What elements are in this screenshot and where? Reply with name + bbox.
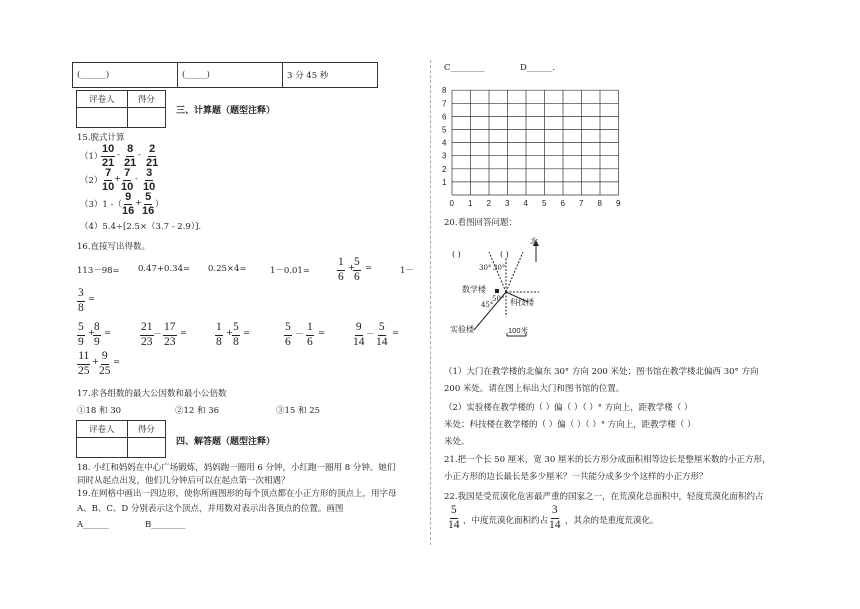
q16-r3-5a: $\frac{9}{14}$	[353, 321, 365, 348]
q15-item4: （4）5.4÷[2.5×（3.7 - 2.9）].	[80, 222, 202, 232]
q17-item2: ②12 和 36	[175, 406, 220, 416]
grid-x-label: 4	[523, 199, 528, 208]
score-box-1	[76, 90, 166, 128]
map-angle-30-left: 30°	[479, 264, 492, 272]
q15-1-frac-c: $\frac{2}{21}$	[146, 143, 159, 169]
grid-x-label: 7	[579, 199, 584, 208]
q15-3-frac-a: $\frac{9}{16}$	[122, 191, 135, 217]
grid-y-label: 3	[442, 151, 447, 161]
page-divider	[430, 60, 431, 545]
q16-title: 16.直接写出得数。	[77, 242, 151, 252]
q15-item2-label: （2）	[80, 176, 103, 186]
q15-3-tail: ）	[155, 200, 164, 210]
q16-r3-3op: +	[226, 328, 234, 338]
q15-1-op2: -	[138, 150, 141, 160]
grid-x-label: 3	[505, 199, 510, 208]
top-cell-3: 3 分 45 秒	[283, 63, 378, 88]
top-table	[72, 62, 378, 88]
q22-line1: 22.我国是受荒漠化危害最严重的国家之一，在荒漠化总面积中，轻度荒漠化面积约占	[444, 492, 764, 502]
q16-r3-1a: $\frac{5}{9}$	[78, 321, 84, 348]
grid-x-label: 0	[449, 199, 454, 208]
score-label-2: 得分	[127, 421, 165, 438]
map-math-building: 数学楼	[462, 285, 486, 294]
q16-r3-3eq: =	[243, 328, 251, 338]
q16-r4-op: +	[92, 357, 100, 367]
q15-2-op1: +	[114, 174, 122, 184]
grid-y-label: 4	[442, 138, 447, 148]
q19-point-b: B________	[145, 520, 186, 530]
q16-r4-eq: =	[113, 357, 121, 367]
q16-r1-op: +	[348, 263, 356, 273]
q20-2-line1: （2）实验楼在教学楼的（ ）偏（ ）（ ）° 方向上，距教学楼（ ）	[444, 403, 693, 413]
q15-2-frac-c: $\frac{3}{10}$	[143, 167, 156, 193]
q16-r1-eq: =	[365, 263, 373, 273]
q15-2-frac-b: $\frac{7}{10}$	[121, 167, 134, 193]
q16-r1-b: 0.47+0.34=	[138, 264, 191, 274]
grid-y-label: 8	[442, 86, 447, 96]
q17-item3: ③15 和 25	[276, 406, 321, 416]
q16-r1-d: 1－0.01=	[270, 266, 310, 276]
map-angle-45: 45°	[481, 301, 494, 309]
q16-r2-eq: =	[88, 294, 96, 304]
reviewer-label: 评卷人	[77, 91, 128, 108]
grid-y-label: 1	[442, 177, 447, 187]
grid-x-label: 9	[616, 199, 621, 208]
map-tech-building: 科技楼	[510, 298, 534, 307]
q16-r3-4a: $\frac{5}{6}$	[285, 321, 291, 348]
top-cell-1: (______)	[73, 63, 178, 88]
q21-line2: 小正方形的边长最长是多少厘米？一共能分成多少个这样的小正方形？	[444, 472, 708, 482]
score-box-2	[76, 420, 166, 458]
section3-title: 三、计算题（题型注释）	[176, 106, 276, 116]
q20-1-line1: （1）大门在教学楼的北偏东 30° 方向 200 米处；图书馆在教学楼北偏西 30° 方向	[444, 367, 759, 377]
teaching-building-mark	[495, 289, 499, 293]
q16-r3-2eq: =	[180, 328, 188, 338]
q15-1-frac-a: $\frac{10}{21}$	[102, 143, 115, 169]
q17-item1: ①18 和 30	[77, 406, 122, 416]
map-north-label: 北	[530, 237, 538, 246]
coordinate-grid[interactable]	[440, 75, 640, 213]
grid-x-label: 8	[597, 199, 602, 208]
map-angle-50: 50°	[492, 295, 505, 303]
q18-line2: 同时从起点出发，他们几分钟后可以在起点第一次相遇？	[77, 476, 290, 486]
q16-r3-1op: +	[88, 328, 96, 338]
point-d: D______.	[520, 63, 556, 73]
q22-frac-moderate: $\frac{3}{14}$	[549, 504, 561, 531]
q16-r3-5eq: =	[392, 328, 400, 338]
reviewer-cell[interactable]	[77, 108, 128, 128]
q17-title: 17.求各组数的最大公因数和最小公倍数	[77, 389, 227, 399]
q19-point-a: A______	[77, 520, 109, 530]
q15-3-op1: +	[135, 198, 143, 208]
q15-1-frac-b: $\frac{8}{21}$	[124, 143, 137, 169]
q16-r1-c: 0.25×4=	[208, 264, 247, 274]
grid-x-label: 6	[560, 199, 565, 208]
map-paren-left: ( )	[452, 250, 461, 259]
q16-r3-4b: $\frac{1}{6}$	[307, 321, 313, 348]
q16-r3-4eq: =	[318, 328, 326, 338]
grid-x-label: 5	[542, 199, 547, 208]
q16-r3-3b: $\frac{5}{8}$	[233, 321, 239, 348]
q16-r3-2b: $\frac{17}{23}$	[164, 321, 176, 348]
q16-r3-1eq: =	[104, 328, 112, 338]
q16-r1-frac-a: $\frac{1}{6}$	[338, 256, 344, 283]
q16-r3-5op: －	[366, 330, 375, 340]
q16-r3-3a: $\frac{1}{8}$	[216, 321, 222, 348]
q16-r4-b: $\frac{9}{25}$	[99, 350, 111, 377]
q16-r4-a: $\frac{11}{25}$	[78, 350, 90, 377]
point-c: C________	[444, 63, 485, 73]
q15-item3-label: （3）1 -（	[80, 200, 122, 210]
q19-line1: 19.在网格中画出一四边形，使你所画图形的每个顶点都在小正方形的顶点上，用字母	[77, 489, 397, 499]
q16-r1-frac-b: $\frac{5}{6}$	[354, 256, 360, 283]
grid-x-label: 1	[468, 199, 473, 208]
q22-mid: ，中度荒漠化面积约占	[463, 516, 549, 526]
grid-x-label: 2	[486, 199, 491, 208]
map-lab-building: 实验楼	[450, 325, 474, 334]
q15-3-frac-b: $\frac{5}{16}$	[142, 191, 155, 217]
q16-r1-a: 113－98=	[77, 266, 120, 276]
reviewer-label-2: 评卷人	[77, 421, 128, 438]
q21-line1: 21.把一个长 50 厘米，宽 30 厘米的长方形分成面积相等边长是整厘米数的小正方形，	[444, 455, 771, 465]
q15-2-op2: -	[135, 174, 138, 184]
q20-2-line3: 米处。	[444, 437, 470, 447]
score-cell[interactable]	[127, 108, 165, 128]
q20-title: 20.看图回答问题：	[444, 218, 518, 228]
score-cell-2[interactable]	[127, 438, 165, 458]
q20-1-line2: 200 米处。请在图上标出大门和图书馆的位置。	[444, 384, 625, 394]
score-label: 得分	[127, 91, 165, 108]
q16-r2-frac: $\frac{3}{8}$	[78, 287, 84, 314]
q16-r1-tail: 1－	[400, 266, 414, 276]
q19-line2: A、B、C、D 分别表示这个顶点，并用数对表示出各顶点的位置。画图	[77, 504, 344, 514]
q15-1-op1: -	[117, 150, 120, 160]
q22-frac-mild: $\frac{5}{14}$	[448, 504, 460, 531]
q16-r3-2a: $\frac{21}{23}$	[141, 321, 153, 348]
q16-r3-2op: －	[153, 330, 162, 340]
grid-y-label: 7	[442, 99, 447, 109]
top-cell-2: (_____)	[178, 63, 283, 88]
map-paren-right: ( )	[500, 250, 509, 259]
q22-tail: ，其余的是重度荒漠化。	[565, 516, 659, 526]
q20-2-line2: 米处；科技楼在教学楼的（ ）偏（ ）（ ）° 方向上，距教学楼（ ）	[444, 420, 696, 430]
q15-title: 15.脱式计算	[77, 133, 125, 143]
reviewer-cell-2[interactable]	[77, 438, 128, 458]
grid-y-label: 2	[442, 164, 447, 174]
map-scale-label: 100米	[508, 326, 529, 335]
q15-item1-label: （1）	[80, 152, 103, 162]
q16-r3-4op: －	[295, 330, 304, 340]
section4-title: 四、解答题（题型注释）	[176, 437, 276, 447]
q16-r3-5b: $\frac{5}{14}$	[376, 321, 388, 348]
q16-r3-1b: $\frac{8}{9}$	[94, 321, 100, 348]
q18-line1: 18. 小红和妈妈在中心广场锻炼，妈妈跑一圈用 6 分钟，小红跑一圈用 8 分钟。她们	[77, 463, 396, 473]
grid-y-label: 6	[442, 112, 447, 122]
map-angle-30-right: 30°	[493, 264, 506, 272]
grid-y-label: 5	[442, 125, 447, 135]
q15-2-frac-a: $\frac{7}{10}$	[102, 167, 115, 193]
